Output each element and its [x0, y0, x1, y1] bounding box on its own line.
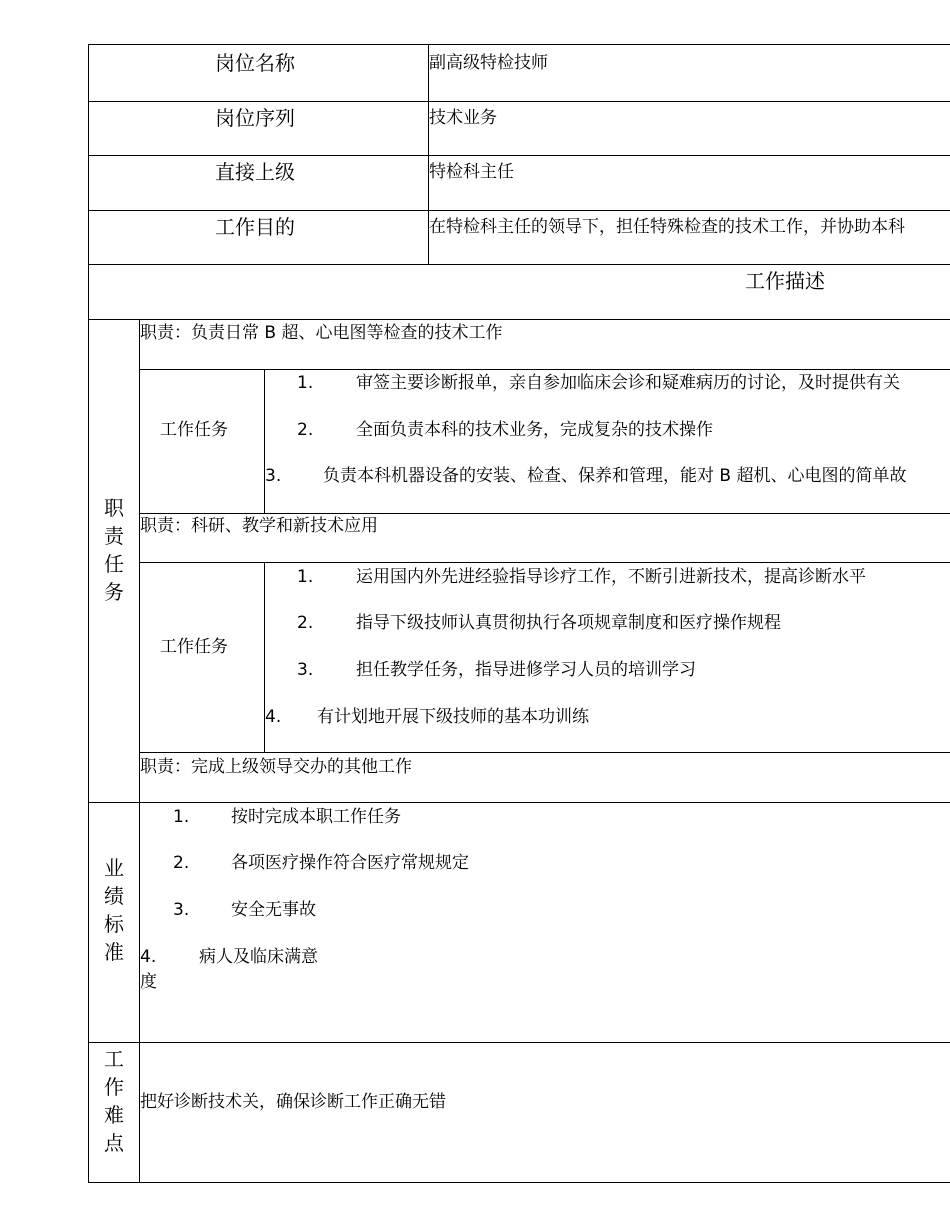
- task-label: 工作任务: [160, 637, 228, 657]
- duty-title: 职责：负责日常 B 超、心电图等检查的技术工作: [140, 323, 503, 343]
- performance-number: 1.: [173, 807, 190, 827]
- task-number: 3.: [265, 466, 282, 486]
- performance-label: 业 绩 标 准: [104, 856, 124, 964]
- performance-text-continued: 度: [140, 972, 157, 992]
- task-number: 1.: [297, 567, 314, 587]
- task-text: 审签主要诊断报单，亲自参加临床会诊和疑难病历的讨论，及时提供有关: [356, 373, 900, 393]
- duties-label: 职 责 任 务: [104, 496, 124, 604]
- performance-text: 安全无事故: [231, 900, 316, 920]
- performance-number: 4.: [140, 947, 157, 967]
- difficulty-label: 工 作 难 点: [104, 1047, 124, 1155]
- direct-superior-value: 特检科主任: [429, 162, 514, 182]
- task-text: 指导下级技师认真贯彻执行各项规章制度和医疗操作规程: [356, 613, 781, 633]
- task-text: 担任教学任务，指导进修学习人员的培训学习: [356, 660, 696, 680]
- task-number: 4.: [265, 707, 282, 727]
- work-purpose-value: 在特检科主任的领导下，担任特殊检查的技术工作，并协助本科: [429, 217, 905, 237]
- task-text: 运用国内外先进经验指导诊疗工作，不断引进新技术，提高诊断水平: [356, 567, 866, 587]
- difficulty-text: 把好诊断技术关，确保诊断工作正确无错: [140, 1092, 446, 1112]
- position-sequence-label: 岗位序列: [215, 106, 295, 130]
- position-sequence-value: 技术业务: [429, 108, 497, 128]
- direct-superior-label: 直接上级: [215, 160, 295, 184]
- task-number: 1.: [297, 373, 314, 393]
- task-number: 2.: [297, 613, 314, 633]
- task-text: 全面负责本科的技术业务，完成复杂的技术操作: [356, 420, 713, 440]
- duty-title: 职责：科研、教学和新技术应用: [140, 516, 378, 536]
- position-name-label: 岗位名称: [215, 51, 295, 75]
- performance-text: 按时完成本职工作任务: [231, 807, 401, 827]
- performance-number: 2.: [173, 853, 190, 873]
- task-number: 3.: [297, 660, 314, 680]
- performance-number: 3.: [173, 900, 190, 920]
- position-name-value: 副高级特检技师: [429, 53, 548, 73]
- work-description-title: 工作描述: [745, 269, 825, 293]
- work-purpose-label: 工作目的: [215, 215, 295, 239]
- performance-text: 各项医疗操作符合医疗常规规定: [231, 853, 469, 873]
- task-text: 有计划地开展下级技师的基本功训练: [317, 707, 589, 727]
- task-label: 工作任务: [160, 420, 228, 440]
- task-number: 2.: [297, 420, 314, 440]
- performance-text: 病人及临床满意: [199, 947, 318, 967]
- duty-title: 职责：完成上级领导交办的其他工作: [140, 757, 412, 777]
- task-text: 负责本科机器设备的安装、检查、保养和管理，能对 B 超机、心电图的简单故: [323, 466, 907, 486]
